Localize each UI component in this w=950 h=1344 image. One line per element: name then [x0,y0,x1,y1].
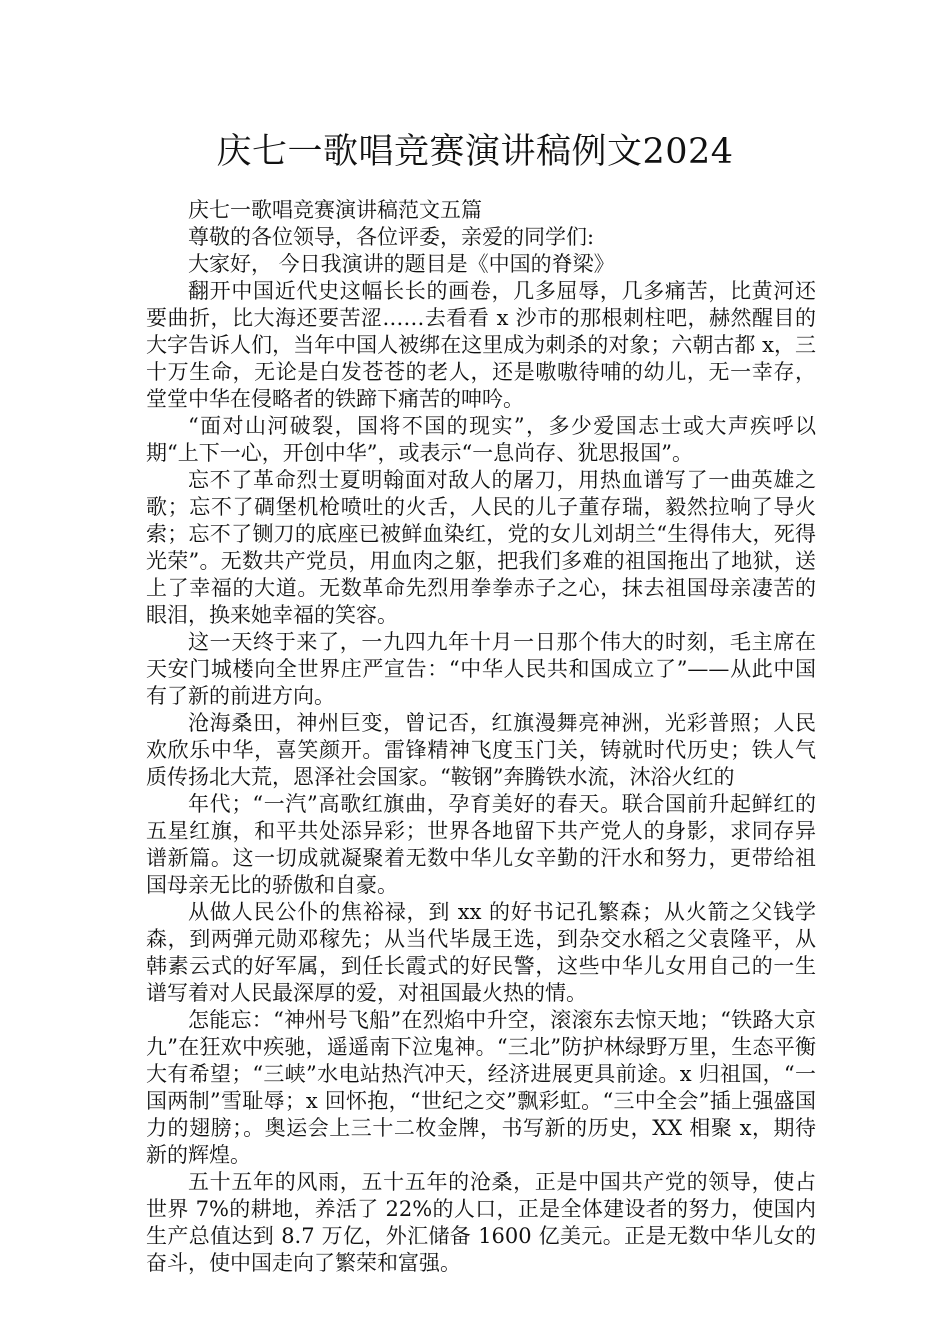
body-paragraph: 忘不了革命烈士夏明翰面对敌人的屠刀，用热血谱写了一曲英雄之歌；忘不了碉堡机枪喷吐的火舌，人民的儿子董存瑞，毅然拉响了导火索；忘不了铡刀的底座已被鲜血染红，党的女儿刘胡兰“生得伟大，死得光荣”。无数共产党员，用血肉之躯，把我们多难的祖国拖出了地狱，送上了幸福的大道。无数革命先烈用拳拳赤子之心，抹去祖国母亲凄苦的眼泪，换来她幸福的笑容。 [146,468,816,627]
body-paragraph: 五十五年的风雨，五十五年的沧桑，正是中国共产党的领导，使占世界 7%的耕地，养活了 22%的人口，正是全体建设者的努力，使国内生产总值达到 8.7 万亿，外汇储备 1600 亿美元。正是无数中华儿女的奋斗，使中国走向了繁荣和富强。 [146,1170,816,1275]
body-paragraph: 翻开中国近代史这幅长长的画卷，几多屈辱，几多痛苦，比黄河还要曲折，比大海还要苦涩……去看看 x 沙市的那根刺柱吧，赫然醒目的大字告诉人们，当年中国人被绑在这里成为刺杀的对象；六朝古都 x，三十万生命，无论是白发苍苍的老人，还是嗷嗷待哺的幼儿，无一幸存，堂堂中华在侵略者的铁蹄下痛苦的呻吟。 [146,279,816,411]
body-paragraph: 从做人民公仆的焦裕禄，到 xx 的好书记孔繁森；从火箭之父钱学森，到两弹元勋邓稼先；从当代毕晟王选，到杂交水稻之父袁隆平，从韩素云式的好军属，到任长霞式的好民警，这些中华儿女用自己的一生谱写着对人民最深厚的爱，对祖国最火热的情。 [146,900,816,1005]
salutation-paragraph: 尊敬的各位领导，各位评委，亲爱的同学们: [188,225,595,249]
document-title: 庆七一歌唱竞赛演讲稿例文2024 [216,132,734,172]
subtitle-paragraph: 庆七一歌唱竞赛演讲稿范文五篇 [188,198,482,222]
body-paragraph: 这一天终于来了，一九四九年十月一日那个伟大的时刻，毛主席在天安门城楼向全世界庄严宣告：“中华人民共和国成立了”——从此中国有了新的前进方向。 [146,630,816,708]
body-paragraph: “面对山河破裂，国将不国的现实”，多少爱国志士或大声疾呼以期“上下一心，开创中华”，或表示“一息尚存、犹思报国”。 [146,414,816,465]
body-paragraph: 年代；“一汽”高歌红旗曲，孕育美好的春天。联合国前升起鲜红的五星红旗，和平共处添异彩；世界各地留下共产党人的身影，求同存异谱新篇。这一切成就凝聚着无数中华儿女辛勤的汗水和努力，更带给祖国母亲无比的骄傲和自豪。 [146,792,816,897]
document-body [146,197,816,1277]
body-paragraph: 沧海桑田，神州巨变，曾记否，红旗漫舞亮神洲，光彩普照；人民欢欣乐中华，喜笑颜开。雷锋精神飞度玉门关，铸就时代历史；铁人气质传扬北大荒，恩泽社会国家。“鞍钢”奔腾铁水流，沐浴火红的 [146,711,816,789]
greeting-paragraph: 大家好， 今日我演讲的题目是《中国的脊梁》 [188,252,615,276]
body-paragraph: 怎能忘：“神州号飞船”在烈焰中升空，滚滚东去惊天地；“铁路大京九”在狂欢中疾驰，遥遥南下泣鬼神。“三北”防护林绿野万里，生态平衡大有希望；“三峡”水电站热汽冲天，经济进展更具前途。x 归祖国，“一国两制”雪耻辱；x 回怀抱，“世纪之交”飘彩虹。“三中全会”插上强盛国力的翅膀；。奥运会上三十二枚金牌，书写新的历史，XX 相聚 x，期待新的辉煌。 [146,1008,816,1167]
